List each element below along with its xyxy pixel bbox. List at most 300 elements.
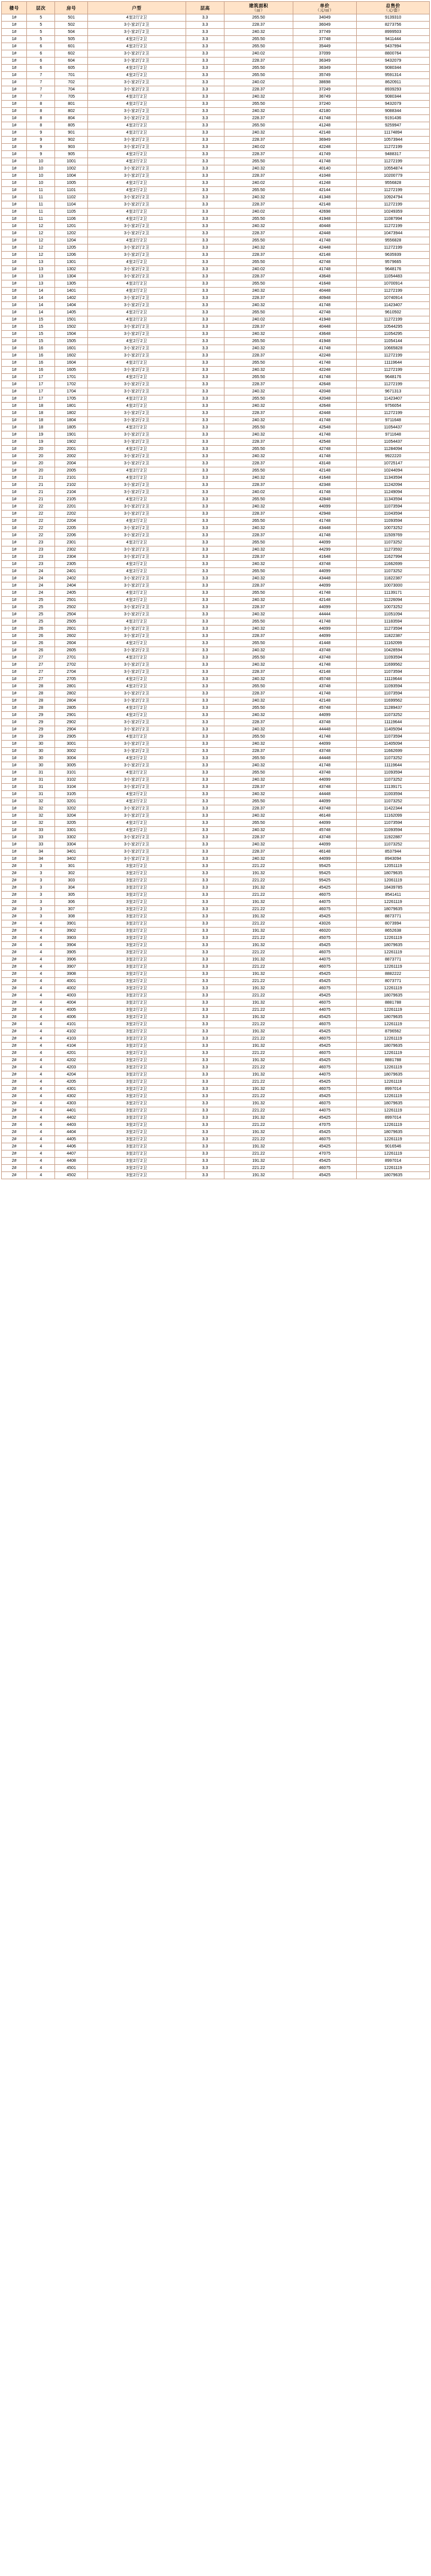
cell-total: 8999503 [357, 29, 430, 36]
cell-price: 37749 [293, 29, 357, 36]
cell-floor: 3.3 [186, 726, 224, 733]
cell-unit: 4 [27, 1143, 55, 1150]
column-header-price [293, 2, 357, 14]
cell-room: 604 [55, 58, 88, 65]
table-row [2, 712, 430, 719]
cell-price: 42748 [293, 309, 357, 316]
cell-room: 3004 [55, 755, 88, 762]
cell-type: 3室2厅2卫 [87, 992, 186, 999]
cell-building: 1# [2, 14, 27, 22]
cell-total: 11272199 [357, 367, 430, 374]
cell-type: 3小家2厅2卫 [87, 244, 186, 252]
cell-building: 1# [2, 259, 27, 266]
cell-area: 265.50 [224, 798, 293, 805]
cell-floor: 3.3 [186, 669, 224, 676]
cell-total: 11162099 [357, 813, 430, 820]
cell-unit: 4 [27, 1129, 55, 1136]
cell-building: 2# [2, 1071, 27, 1079]
cell-building: 1# [2, 194, 27, 201]
cell-type: 3室2厅2卫 [87, 1100, 186, 1107]
cell-room: 2705 [55, 676, 88, 683]
cell-type: 3小家2厅2卫 [87, 662, 186, 669]
cell-area: 221.22 [224, 1107, 293, 1115]
cell-unit: 15 [27, 331, 55, 338]
cell-unit: 16 [27, 345, 55, 352]
table-row [2, 575, 430, 582]
cell-area: 240.32 [224, 93, 293, 101]
table-row [2, 367, 430, 374]
cell-building: 1# [2, 590, 27, 597]
cell-area: 228.37 [224, 230, 293, 237]
cell-price: 41048 [293, 173, 357, 180]
cell-price: 42148 [293, 252, 357, 259]
cell-area: 240.32 [224, 345, 293, 352]
table-row [2, 964, 430, 971]
cell-floor: 3.3 [186, 863, 224, 870]
cell-type: 3小家2厅2卫 [87, 295, 186, 302]
cell-type: 3小家2厅2卫 [87, 511, 186, 518]
cell-floor: 3.3 [186, 381, 224, 388]
cell-unit: 6 [27, 43, 55, 50]
cell-room: 901 [55, 129, 88, 137]
cell-unit: 17 [27, 388, 55, 395]
cell-type: 4室2厅2卫 [87, 316, 186, 324]
cell-total: 11272199 [357, 244, 430, 252]
cell-floor: 3.3 [186, 403, 224, 410]
cell-unit: 16 [27, 367, 55, 374]
cell-total: 18079635 [357, 1129, 430, 1136]
cell-total: 8652638 [357, 928, 430, 935]
cell-building: 2# [2, 892, 27, 899]
cell-type: 3小家2厅2卫 [87, 201, 186, 209]
cell-area: 240.02 [224, 489, 293, 496]
cell-area: 221.22 [224, 935, 293, 942]
cell-room: 1301 [55, 259, 88, 266]
cell-type: 4室2厅2卫 [87, 237, 186, 244]
cell-type: 4室2厅2卫 [87, 820, 186, 827]
cell-type: 3室2厅2卫 [87, 863, 186, 870]
header-row [2, 2, 430, 14]
table-row [2, 187, 430, 194]
cell-price: 35449 [293, 43, 357, 50]
cell-room: 1001 [55, 158, 88, 165]
cell-total: 12261119 [357, 1064, 430, 1071]
cell-floor: 3.3 [186, 978, 224, 985]
cell-room: 2005 [55, 467, 88, 475]
table-row [2, 331, 430, 338]
cell-area: 221.22 [224, 1093, 293, 1100]
table-row [2, 1129, 430, 1136]
cell-floor: 3.3 [186, 985, 224, 992]
cell-total: 11662699 [357, 561, 430, 568]
cell-total: 10073000 [357, 582, 430, 590]
cell-area: 191.32 [224, 999, 293, 1007]
cell-floor: 3.3 [186, 884, 224, 892]
cell-price: 42148 [293, 597, 357, 604]
cell-total: 11119644 [357, 719, 430, 726]
column-header-label: 房号 [66, 5, 77, 11]
cell-unit: 19 [27, 439, 55, 446]
cell-price: 45425 [293, 1079, 357, 1086]
cell-price: 42248 [293, 144, 357, 151]
cell-floor: 3.3 [186, 309, 224, 316]
cell-room: 602 [55, 50, 88, 58]
cell-building: 1# [2, 324, 27, 331]
table-row [2, 532, 430, 539]
cell-room: 3202 [55, 805, 88, 813]
cell-area: 265.50 [224, 187, 293, 194]
table-row [2, 676, 430, 683]
cell-room: 1501 [55, 316, 88, 324]
cell-area: 265.50 [224, 590, 293, 597]
cell-unit: 3 [27, 870, 55, 877]
column-header-area [224, 2, 293, 14]
cell-room: 501 [55, 14, 88, 22]
table-row [2, 777, 430, 784]
cell-price: 41748 [293, 266, 357, 273]
cell-area: 265.50 [224, 446, 293, 453]
table-row [2, 180, 430, 187]
cell-price: 95425 [293, 863, 357, 870]
cell-total: 11054437 [357, 439, 430, 446]
cell-floor: 3.3 [186, 1043, 224, 1050]
cell-room: 4301 [55, 1086, 88, 1093]
cell-building: 1# [2, 374, 27, 381]
cell-building: 1# [2, 431, 27, 439]
cell-building: 1# [2, 805, 27, 813]
table-row [2, 302, 430, 309]
column-header-unit: （㎡） [252, 8, 265, 13]
cell-building: 1# [2, 101, 27, 108]
cell-room: 3905 [55, 949, 88, 956]
table-row [2, 503, 430, 511]
table-row [2, 216, 430, 223]
cell-area: 240.32 [224, 503, 293, 511]
cell-building: 2# [2, 884, 27, 892]
cell-type: 4室2厅2卫 [87, 36, 186, 43]
cell-price: 45425 [293, 1143, 357, 1150]
cell-total: 10244094 [357, 467, 430, 475]
cell-room: 2602 [55, 633, 88, 640]
cell-room: 4303 [55, 1100, 88, 1107]
cell-type: 3小家2厅2卫 [87, 489, 186, 496]
cell-type: 3室2厅2卫 [87, 877, 186, 884]
cell-price: 42748 [293, 259, 357, 266]
cell-room: 3302 [55, 834, 88, 841]
cell-type: 3小家2厅2卫 [87, 690, 186, 697]
cell-room: 1205 [55, 244, 88, 252]
cell-price: 46075 [293, 999, 357, 1007]
cell-type: 3室2厅2卫 [87, 884, 186, 892]
table-row [2, 633, 430, 640]
cell-floor: 3.3 [186, 820, 224, 827]
cell-price: 45425 [293, 971, 357, 978]
cell-building: 1# [2, 611, 27, 618]
cell-area: 228.37 [224, 295, 293, 302]
cell-room: 4404 [55, 1129, 88, 1136]
cell-room: 504 [55, 29, 88, 36]
cell-area: 265.50 [224, 683, 293, 690]
cell-floor: 3.3 [186, 1007, 224, 1014]
cell-type: 4室2厅2卫 [87, 280, 186, 288]
cell-price: 42448 [293, 410, 357, 417]
cell-price: 41748 [293, 115, 357, 122]
column-header-label: 建筑面积 [248, 2, 268, 8]
cell-floor: 3.3 [186, 50, 224, 58]
table-row [2, 209, 430, 216]
cell-building: 2# [2, 1086, 27, 1093]
cell-total: 9648176 [357, 266, 430, 273]
table-row [2, 741, 430, 748]
cell-area: 240.02 [224, 79, 293, 86]
cell-total: 11054144 [357, 338, 430, 345]
cell-price: 40948 [293, 295, 357, 302]
cell-total: 9088344 [357, 108, 430, 115]
cell-building: 1# [2, 525, 27, 532]
table-row [2, 424, 430, 431]
cell-total: 11183594 [357, 618, 430, 626]
cell-price: 46075 [293, 964, 357, 971]
cell-room: 1202 [55, 230, 88, 237]
cell-room: 1304 [55, 273, 88, 280]
cell-floor: 3.3 [186, 101, 224, 108]
cell-building: 1# [2, 58, 27, 65]
cell-unit: 31 [27, 784, 55, 791]
cell-room: 1404 [55, 302, 88, 309]
cell-building: 1# [2, 288, 27, 295]
cell-floor: 3.3 [186, 654, 224, 662]
cell-area: 240.32 [224, 676, 293, 683]
cell-room: 2105 [55, 496, 88, 503]
cell-type: 3小家2厅2卫 [87, 748, 186, 755]
cell-floor: 3.3 [186, 690, 224, 697]
cell-type: 4室2厅2卫 [87, 769, 186, 777]
cell-room: 4403 [55, 1122, 88, 1129]
cell-unit: 8 [27, 122, 55, 129]
cell-room: 3903 [55, 935, 88, 942]
cell-unit: 20 [27, 460, 55, 467]
cell-floor: 3.3 [186, 194, 224, 201]
cell-type: 3室2厅2卫 [87, 1064, 186, 1071]
cell-building: 1# [2, 65, 27, 72]
cell-unit: 4 [27, 1122, 55, 1129]
cell-unit: 33 [27, 827, 55, 834]
cell-floor: 3.3 [186, 266, 224, 273]
cell-room: 3906 [55, 956, 88, 964]
cell-type: 3小家2厅2卫 [87, 546, 186, 554]
cell-price: 44099 [293, 604, 357, 611]
cell-total: 11273594 [357, 626, 430, 633]
cell-area: 265.50 [224, 618, 293, 626]
cell-unit: 20 [27, 446, 55, 453]
cell-room: 605 [55, 65, 88, 72]
cell-unit: 8 [27, 101, 55, 108]
cell-type: 3室2厅2卫 [87, 1028, 186, 1035]
cell-building: 1# [2, 762, 27, 769]
cell-unit: 4 [27, 992, 55, 999]
cell-area: 228.37 [224, 719, 293, 726]
cell-floor: 3.3 [186, 590, 224, 597]
cell-unit: 9 [27, 137, 55, 144]
cell-area: 240.32 [224, 453, 293, 460]
table-header [2, 2, 430, 14]
cell-room: 1701 [55, 374, 88, 381]
cell-floor: 3.3 [186, 964, 224, 971]
cell-type: 3小家2厅2卫 [87, 417, 186, 424]
cell-price: 44099 [293, 798, 357, 805]
cell-unit: 3 [27, 913, 55, 920]
cell-floor: 3.3 [186, 762, 224, 769]
table-row [2, 985, 430, 992]
cell-unit: 30 [27, 748, 55, 755]
table-row [2, 1172, 430, 1179]
cell-room: 4103 [55, 1035, 88, 1043]
cell-room: 4102 [55, 1028, 88, 1035]
cell-floor: 3.3 [186, 1115, 224, 1122]
cell-building: 2# [2, 1165, 27, 1172]
cell-room: 903 [55, 144, 88, 151]
cell-total: 11405094 [357, 741, 430, 748]
cell-area: 228.37 [224, 805, 293, 813]
cell-building: 1# [2, 309, 27, 316]
cell-type: 3小家2厅2卫 [87, 252, 186, 259]
cell-type: 4室2厅2卫 [87, 827, 186, 834]
cell-room: 2604 [55, 640, 88, 647]
cell-building: 1# [2, 29, 27, 36]
cell-type: 3小家2厅2卫 [87, 29, 186, 36]
cell-price: 41749 [293, 151, 357, 158]
cell-area: 191.32 [224, 1043, 293, 1050]
table-row [2, 237, 430, 244]
cell-price: 45425 [293, 1057, 357, 1064]
cell-total: 11922887 [357, 834, 430, 841]
cell-price: 42648 [293, 381, 357, 388]
cell-floor: 3.3 [186, 1057, 224, 1064]
table-row [2, 733, 430, 741]
table-row [2, 554, 430, 561]
cell-price: 44099 [293, 820, 357, 827]
cell-building: 1# [2, 417, 27, 424]
cell-area: 240.32 [224, 647, 293, 654]
cell-floor: 3.3 [186, 280, 224, 288]
cell-area: 240.32 [224, 475, 293, 482]
cell-total: 9635939 [357, 252, 430, 259]
cell-total: 10725147 [357, 460, 430, 467]
cell-price: 41748 [293, 532, 357, 539]
cell-floor: 3.3 [186, 86, 224, 93]
cell-area: 221.22 [224, 1035, 293, 1043]
cell-area: 265.50 [224, 72, 293, 79]
cell-unit: 7 [27, 79, 55, 86]
cell-area: 228.37 [224, 58, 293, 65]
cell-building: 2# [2, 1143, 27, 1150]
cell-price: 41748 [293, 762, 357, 769]
table-row [2, 273, 430, 280]
cell-room: 4003 [55, 992, 88, 999]
cell-price: 42148 [293, 201, 357, 209]
cell-building: 2# [2, 956, 27, 964]
cell-room: 4502 [55, 1172, 88, 1179]
cell-floor: 3.3 [186, 784, 224, 791]
cell-room: 2301 [55, 539, 88, 546]
cell-price: 41748 [293, 431, 357, 439]
cell-type: 3小家2厅2卫 [87, 230, 186, 237]
cell-building: 1# [2, 568, 27, 575]
cell-floor: 3.3 [186, 554, 224, 561]
cell-area: 240.32 [224, 331, 293, 338]
cell-total: 8537944 [357, 848, 430, 856]
cell-area: 265.50 [224, 122, 293, 129]
cell-unit: 22 [27, 532, 55, 539]
cell-price: 41748 [293, 345, 357, 352]
cell-building: 1# [2, 230, 27, 237]
cell-building: 1# [2, 72, 27, 79]
cell-area: 228.37 [224, 22, 293, 29]
cell-unit: 25 [27, 611, 55, 618]
cell-total: 11662699 [357, 748, 430, 755]
cell-unit: 9 [27, 144, 55, 151]
cell-unit: 4 [27, 1107, 55, 1115]
cell-unit: 4 [27, 920, 55, 928]
table-row [2, 690, 430, 697]
table-row [2, 1115, 430, 1122]
cell-price: 41248 [293, 122, 357, 129]
cell-building: 2# [2, 985, 27, 992]
cell-total: 8873771 [357, 913, 430, 920]
cell-room: 1902 [55, 439, 88, 446]
cell-total: 18079635 [357, 870, 430, 877]
cell-unit: 20 [27, 453, 55, 460]
cell-floor: 3.3 [186, 273, 224, 280]
cell-price: 41748 [293, 237, 357, 244]
cell-total: 10473944 [357, 230, 430, 237]
cell-price: 44075 [293, 956, 357, 964]
cell-type: 3小家2厅2卫 [87, 575, 186, 582]
cell-room: 3005 [55, 762, 88, 769]
cell-total: 11423407 [357, 395, 430, 403]
cell-room: 502 [55, 22, 88, 29]
cell-area: 221.22 [224, 1007, 293, 1014]
cell-total: 10554874 [357, 165, 430, 173]
cell-price: 36349 [293, 58, 357, 65]
cell-building: 1# [2, 467, 27, 475]
cell-price: 43748 [293, 654, 357, 662]
cell-floor: 3.3 [186, 252, 224, 259]
table-row [2, 726, 430, 733]
cell-floor: 3.3 [186, 453, 224, 460]
cell-price: 46075 [293, 1165, 357, 1172]
cell-area: 228.37 [224, 582, 293, 590]
cell-price: 42448 [293, 244, 357, 252]
cell-price: 46148 [293, 813, 357, 820]
cell-building: 1# [2, 187, 27, 194]
cell-total: 9080344 [357, 65, 430, 72]
cell-room: 805 [55, 122, 88, 129]
cell-floor: 3.3 [186, 331, 224, 338]
cell-type: 3室2厅2卫 [87, 1122, 186, 1129]
cell-area: 240.32 [224, 417, 293, 424]
cell-type: 3小家2厅2卫 [87, 856, 186, 863]
cell-unit: 12 [27, 244, 55, 252]
cell-building: 1# [2, 410, 27, 417]
cell-building: 1# [2, 856, 27, 863]
cell-price: 44448 [293, 791, 357, 798]
cell-type: 3小家2厅2卫 [87, 302, 186, 309]
cell-room: 1002 [55, 165, 88, 173]
cell-floor: 3.3 [186, 640, 224, 647]
cell-area: 221.22 [224, 1150, 293, 1158]
cell-unit: 21 [27, 475, 55, 482]
